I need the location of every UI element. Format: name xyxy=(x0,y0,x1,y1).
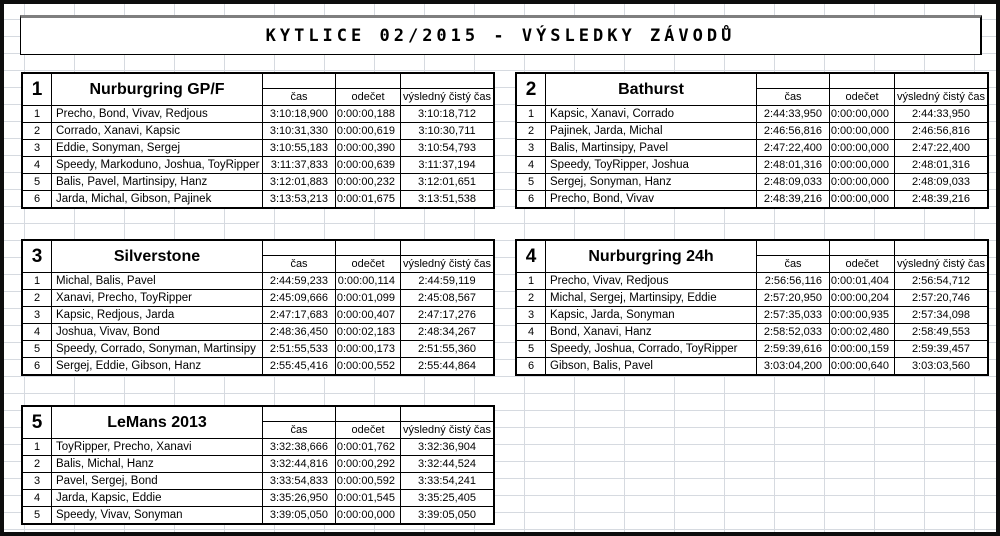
position-cell: 1 xyxy=(517,106,546,122)
position-cell: 6 xyxy=(23,191,52,207)
spacer-cell-cas xyxy=(263,241,336,255)
cas-cell: 3:35:26,950 xyxy=(263,490,336,506)
spacer-cell-cas xyxy=(263,407,336,421)
table-row xyxy=(517,290,987,307)
odecet-cell: 0:00:01,675 xyxy=(336,191,401,207)
net-time-cell: 2:48:34,267 xyxy=(417,326,477,338)
table-row xyxy=(517,341,987,358)
race-number: 2 xyxy=(517,74,546,105)
table-row xyxy=(23,273,493,290)
team-cell: Kapsic, Jarda, Sonyman xyxy=(546,307,757,323)
cas-cell: 3:10:55,183 xyxy=(263,140,336,156)
cas-cell: 2:47:17,683 xyxy=(263,307,336,323)
table-row xyxy=(517,273,987,290)
net-time-cell: 3:10:18,712 xyxy=(417,108,477,120)
header-label-row xyxy=(263,89,493,105)
header-label-row xyxy=(263,422,493,438)
table-row xyxy=(517,174,987,191)
team-cell: Speedy, Markoduno, Joshua, ToyRipper xyxy=(52,157,263,173)
position-cell: 1 xyxy=(23,439,52,455)
table-row xyxy=(23,307,493,324)
race-name: Bathurst xyxy=(546,74,757,105)
team-cell: Michal, Sergej, Martinsipy, Eddie xyxy=(546,290,757,306)
odecet-cell: 0:00:01,762 xyxy=(336,439,401,455)
col-head-net: výsledný čistý čas xyxy=(402,424,492,436)
position-cell: 5 xyxy=(517,174,546,190)
net-time-cell: 2:48:01,316 xyxy=(911,159,971,171)
cas-cell: 3:12:01,883 xyxy=(263,174,336,190)
header-spacer-row xyxy=(263,74,493,89)
net-time-cell: 3:03:03,560 xyxy=(911,360,971,372)
net-time-cell: 2:56:54,712 xyxy=(911,275,971,287)
col-head-odecet: odečet xyxy=(336,256,401,272)
net-time-cell: 2:44:33,950 xyxy=(911,108,971,120)
odecet-cell: 0:00:01,404 xyxy=(830,273,895,289)
odecet-cell: 0:00:01,099 xyxy=(336,290,401,306)
spacer-cell-net xyxy=(895,74,987,88)
net-time-cell: 3:10:54,793 xyxy=(417,142,477,154)
col-head-odecet: odečet xyxy=(830,256,895,272)
odecet-cell: 0:00:00,292 xyxy=(336,456,401,472)
col-head-odecet: odečet xyxy=(336,89,401,105)
table-row xyxy=(23,358,493,374)
odecet-cell: 0:00:00,000 xyxy=(830,140,895,156)
odecet-cell: 0:00:00,000 xyxy=(830,157,895,173)
col-head-net: výsledný čistý čas xyxy=(896,91,986,103)
odecet-cell: 0:00:00,000 xyxy=(830,191,895,207)
position-cell: 3 xyxy=(23,140,52,156)
odecet-cell: 0:00:02,183 xyxy=(336,324,401,340)
odecet-cell: 0:00:00,000 xyxy=(830,123,895,139)
col-head-cas: čas xyxy=(757,256,830,272)
net-time-cell: 3:32:36,904 xyxy=(417,441,477,453)
cas-cell: 2:51:55,533 xyxy=(263,341,336,357)
net-time-cell: 3:11:37,194 xyxy=(418,159,476,171)
spacer-cell-odecet xyxy=(830,241,895,255)
table-row xyxy=(23,123,493,140)
odecet-cell: 0:00:00,935 xyxy=(830,307,895,323)
net-time-cell: 2:58:49,553 xyxy=(911,326,971,338)
team-cell: Eddie, Sonyman, Sergej xyxy=(52,140,263,156)
race-number: 5 xyxy=(23,407,52,438)
time-columns-header xyxy=(263,407,493,438)
team-cell: Speedy, Vivav, Sonyman xyxy=(52,507,263,523)
net-time-cell: 3:35:25,405 xyxy=(417,492,477,504)
position-cell: 6 xyxy=(517,358,546,374)
team-cell: Sergej, Eddie, Gibson, Hanz xyxy=(52,358,263,374)
table-row xyxy=(23,324,493,341)
net-time-cell: 3:13:51,538 xyxy=(417,193,477,205)
time-columns-header xyxy=(757,74,987,105)
odecet-cell: 0:00:00,407 xyxy=(336,307,401,323)
odecet-cell: 0:00:00,390 xyxy=(336,140,401,156)
header-label-row xyxy=(757,256,987,272)
table-row xyxy=(517,140,987,157)
spacer-cell-odecet xyxy=(830,74,895,88)
race-table-header xyxy=(23,407,493,439)
position-cell: 4 xyxy=(23,490,52,506)
net-time-cell: 2:48:39,216 xyxy=(911,193,971,205)
cas-cell: 2:57:35,033 xyxy=(757,307,830,323)
spacer-cell-net xyxy=(895,241,987,255)
cas-cell: 3:32:44,816 xyxy=(263,456,336,472)
race-number: 1 xyxy=(23,74,52,105)
spacer-cell-cas xyxy=(757,74,830,88)
cas-cell: 3:13:53,213 xyxy=(263,191,336,207)
spacer-cell-odecet xyxy=(336,74,401,88)
odecet-cell: 0:00:00,000 xyxy=(830,174,895,190)
odecet-cell: 0:00:00,552 xyxy=(336,358,401,374)
odecet-cell: 0:00:02,480 xyxy=(830,324,895,340)
race-table-4 xyxy=(515,239,989,376)
team-cell: Precho, Vivav, Redjous xyxy=(546,273,757,289)
race-table-header xyxy=(517,241,987,273)
table-row xyxy=(23,439,493,456)
race-table-5 xyxy=(21,405,495,525)
position-cell: 2 xyxy=(517,290,546,306)
cas-cell: 2:55:45,416 xyxy=(263,358,336,374)
odecet-cell: 0:00:01,545 xyxy=(336,490,401,506)
net-time-cell: 2:47:17,276 xyxy=(417,309,477,321)
header-label-row xyxy=(263,256,493,272)
odecet-cell: 0:00:00,204 xyxy=(830,290,895,306)
net-time-cell: 3:32:44,524 xyxy=(417,458,477,470)
col-head-cas: čas xyxy=(263,89,336,105)
table-row xyxy=(517,324,987,341)
table-row xyxy=(23,507,493,523)
team-cell: ToyRipper, Precho, Xanavi xyxy=(52,439,263,455)
net-time-cell: 2:46:56,816 xyxy=(911,125,971,137)
position-cell: 4 xyxy=(23,324,52,340)
spacer-cell-cas xyxy=(757,241,830,255)
table-row xyxy=(23,341,493,358)
position-cell: 1 xyxy=(23,106,52,122)
net-time-cell: 3:10:30,711 xyxy=(418,125,476,137)
col-head-net: výsledný čistý čas xyxy=(402,91,492,103)
odecet-cell: 0:00:00,640 xyxy=(830,358,895,374)
team-cell: Joshua, Vivav, Bond xyxy=(52,324,263,340)
table-row xyxy=(517,191,987,207)
spacer-cell-cas xyxy=(263,74,336,88)
cas-cell: 2:48:09,033 xyxy=(757,174,830,190)
net-time-cell: 2:59:39,457 xyxy=(911,343,971,355)
team-cell: Pajinek, Jarda, Michal xyxy=(546,123,757,139)
spacer-cell-odecet xyxy=(336,241,401,255)
odecet-cell: 0:00:00,639 xyxy=(336,157,401,173)
time-columns-header xyxy=(757,241,987,272)
position-cell: 2 xyxy=(517,123,546,139)
position-cell: 5 xyxy=(517,341,546,357)
col-head-cas: čas xyxy=(263,422,336,438)
team-cell: Speedy, ToyRipper, Joshua xyxy=(546,157,757,173)
cas-cell: 2:48:36,450 xyxy=(263,324,336,340)
cas-cell: 3:39:05,050 xyxy=(263,507,336,523)
team-cell: Balis, Pavel, Martinsipy, Hanz xyxy=(52,174,263,190)
race-name: LeMans 2013 xyxy=(52,407,263,438)
time-columns-header xyxy=(263,74,493,105)
odecet-cell: 0:00:00,592 xyxy=(336,473,401,489)
race-table-1 xyxy=(21,72,495,209)
team-cell: Jarda, Kapsic, Eddie xyxy=(52,490,263,506)
header-spacer-row xyxy=(263,407,493,422)
race-table-header xyxy=(517,74,987,106)
team-cell: Michal, Balis, Pavel xyxy=(52,273,263,289)
table-row xyxy=(23,157,493,174)
team-cell: Kapsic, Xanavi, Corrado xyxy=(546,106,757,122)
cas-cell: 2:44:59,233 xyxy=(263,273,336,289)
net-time-cell: 2:51:55,360 xyxy=(417,343,477,355)
net-time-cell: 2:57:34,098 xyxy=(911,309,971,321)
table-row xyxy=(23,473,493,490)
team-cell: Precho, Bond, Vivav xyxy=(546,191,757,207)
team-cell: Balis, Martinsipy, Pavel xyxy=(546,140,757,156)
position-cell: 2 xyxy=(23,123,52,139)
odecet-cell: 0:00:00,619 xyxy=(336,123,401,139)
col-head-cas: čas xyxy=(757,89,830,105)
team-cell: Bond, Xanavi, Hanz xyxy=(546,324,757,340)
team-cell: Gibson, Balis, Pavel xyxy=(546,358,757,374)
cas-cell: 2:44:33,950 xyxy=(757,106,830,122)
table-row xyxy=(517,123,987,140)
race-name: Nurburgring 24h xyxy=(546,241,757,272)
col-head-odecet: odečet xyxy=(336,422,401,438)
net-time-cell: 2:48:09,033 xyxy=(911,176,971,188)
team-cell: Balis, Michal, Hanz xyxy=(52,456,263,472)
table-row xyxy=(517,307,987,324)
team-cell: Kapsic, Redjous, Jarda xyxy=(52,307,263,323)
position-cell: 3 xyxy=(517,140,546,156)
cas-cell: 3:10:18,900 xyxy=(263,106,336,122)
team-cell: Pavel, Sergej, Bond xyxy=(52,473,263,489)
spacer-cell-odecet xyxy=(336,407,401,421)
position-cell: 2 xyxy=(23,290,52,306)
position-cell: 6 xyxy=(517,191,546,207)
col-head-cas: čas xyxy=(263,256,336,272)
position-cell: 4 xyxy=(517,157,546,173)
odecet-cell: 0:00:00,188 xyxy=(336,106,401,122)
race-table-3 xyxy=(21,239,495,376)
cas-cell: 3:33:54,833 xyxy=(263,473,336,489)
cas-cell: 3:03:04,200 xyxy=(757,358,830,374)
cas-cell: 2:48:01,316 xyxy=(757,157,830,173)
team-cell: Xanavi, Precho, ToyRipper xyxy=(52,290,263,306)
position-cell: 4 xyxy=(23,157,52,173)
time-columns-header xyxy=(263,241,493,272)
net-time-cell: 2:45:08,567 xyxy=(417,292,477,304)
cas-cell: 2:45:09,666 xyxy=(263,290,336,306)
position-cell: 4 xyxy=(517,324,546,340)
header-spacer-row xyxy=(757,74,987,89)
table-row xyxy=(23,290,493,307)
race-name: Nurburgring GP/F xyxy=(52,74,263,105)
position-cell: 5 xyxy=(23,341,52,357)
position-cell: 2 xyxy=(23,456,52,472)
team-cell: Speedy, Joshua, Corrado, ToyRipper xyxy=(546,341,757,357)
table-row xyxy=(23,174,493,191)
race-name: Silverstone xyxy=(52,241,263,272)
cas-cell: 2:46:56,816 xyxy=(757,123,830,139)
odecet-cell: 0:00:00,000 xyxy=(830,106,895,122)
table-row xyxy=(517,358,987,374)
position-cell: 3 xyxy=(517,307,546,323)
net-time-cell: 2:47:22,400 xyxy=(911,142,971,154)
race-table-2 xyxy=(515,72,989,209)
net-time-cell: 2:55:44,864 xyxy=(417,360,477,372)
col-head-odecet: odečet xyxy=(830,89,895,105)
table-row xyxy=(23,456,493,473)
header-label-row xyxy=(757,89,987,105)
team-cell: Speedy, Corrado, Sonyman, Martinsipy xyxy=(52,341,263,357)
page-title: KYTLICE 02/2015 - VÝSLEDKY ZÁVODŮ xyxy=(20,15,982,55)
cas-cell: 2:48:39,216 xyxy=(757,191,830,207)
net-time-cell: 3:33:54,241 xyxy=(417,475,477,487)
position-cell: 3 xyxy=(23,473,52,489)
cas-cell: 3:11:37,833 xyxy=(263,157,336,173)
team-cell: Corrado, Xanavi, Kapsic xyxy=(52,123,263,139)
table-row xyxy=(517,157,987,174)
odecet-cell: 0:00:00,232 xyxy=(336,174,401,190)
cas-cell: 2:47:22,400 xyxy=(757,140,830,156)
team-cell: Sergej, Sonyman, Hanz xyxy=(546,174,757,190)
net-time-cell: 3:12:01,651 xyxy=(417,176,477,188)
race-number: 4 xyxy=(517,241,546,272)
team-cell: Precho, Bond, Vivav, Redjous xyxy=(52,106,263,122)
net-time-cell: 2:44:59,119 xyxy=(418,275,476,287)
odecet-cell: 0:00:00,114 xyxy=(336,273,401,289)
col-head-net: výsledný čistý čas xyxy=(896,258,986,270)
cas-cell: 2:56:56,116 xyxy=(757,273,830,289)
net-time-cell: 2:57:20,746 xyxy=(911,292,971,304)
cas-cell: 3:10:31,330 xyxy=(263,123,336,139)
net-time-cell: 3:39:05,050 xyxy=(417,509,477,521)
header-spacer-row xyxy=(757,241,987,256)
table-row xyxy=(23,490,493,507)
table-row xyxy=(23,140,493,157)
race-table-header xyxy=(23,74,493,106)
table-row xyxy=(23,191,493,207)
position-cell: 5 xyxy=(23,507,52,523)
cas-cell: 2:57:20,950 xyxy=(757,290,830,306)
position-cell: 1 xyxy=(23,273,52,289)
race-table-header xyxy=(23,241,493,273)
cas-cell: 2:58:52,033 xyxy=(757,324,830,340)
table-row xyxy=(23,106,493,123)
team-cell: Jarda, Michal, Gibson, Pajinek xyxy=(52,191,263,207)
position-cell: 6 xyxy=(23,358,52,374)
odecet-cell: 0:00:00,159 xyxy=(830,341,895,357)
cas-cell: 2:59:39,616 xyxy=(757,341,830,357)
position-cell: 3 xyxy=(23,307,52,323)
spacer-cell-net xyxy=(401,74,493,88)
position-cell: 5 xyxy=(23,174,52,190)
position-cell: 1 xyxy=(517,273,546,289)
cas-cell: 3:32:38,666 xyxy=(263,439,336,455)
race-number: 3 xyxy=(23,241,52,272)
table-row xyxy=(517,106,987,123)
spacer-cell-net xyxy=(401,407,493,421)
header-spacer-row xyxy=(263,241,493,256)
odecet-cell: 0:00:00,173 xyxy=(336,341,401,357)
odecet-cell: 0:00:00,000 xyxy=(336,507,401,523)
col-head-net: výsledný čistý čas xyxy=(402,258,492,270)
spacer-cell-net xyxy=(401,241,493,255)
